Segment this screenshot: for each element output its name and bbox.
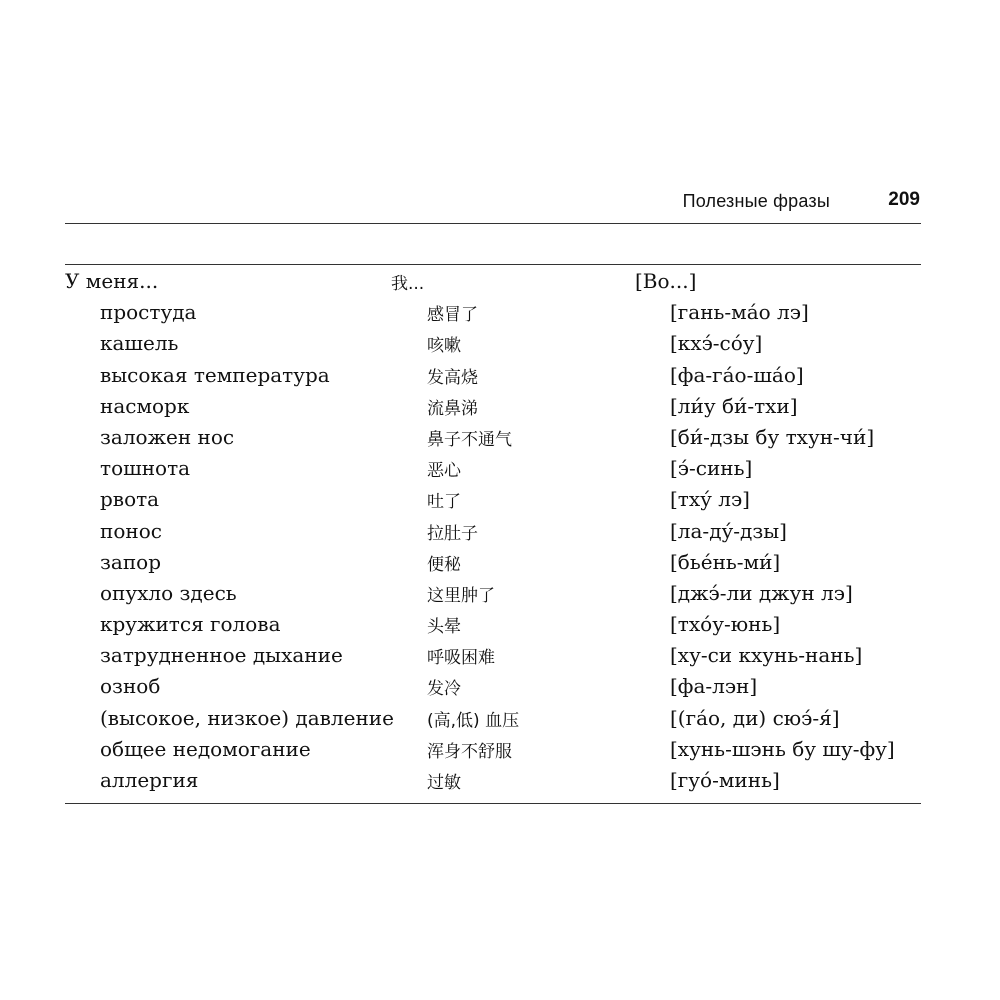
russian-phrase: заложен нос <box>100 424 235 449</box>
transcription: [бье́нь-ми́] <box>670 549 781 574</box>
transcription: [фа-лэн] <box>670 674 758 699</box>
table-row <box>65 734 921 765</box>
chinese-phrase: 发冷 <box>427 679 461 700</box>
header-russian: У меня... <box>65 269 159 293</box>
transcription: [би́-дзы бу тхун-чи́] <box>670 424 875 449</box>
transcription: [ли́у би́-тхи] <box>670 393 798 418</box>
transcription: [гуо́-минь] <box>670 768 780 792</box>
table-row <box>65 484 921 515</box>
russian-phrase: простуда <box>100 300 197 325</box>
chinese-phrase: 咳嗽 <box>427 336 461 357</box>
chinese-phrase: 恶心 <box>427 461 461 482</box>
table-header-row <box>65 266 921 297</box>
russian-phrase: тошнота <box>100 456 191 481</box>
table-row <box>65 609 921 640</box>
russian-phrase: кружится голова <box>100 612 281 637</box>
table-row <box>65 547 921 578</box>
table-row <box>65 640 921 671</box>
chinese-phrase: 浑身不舒服 <box>427 741 512 762</box>
table-body <box>65 297 921 796</box>
russian-phrase: озноб <box>100 674 161 699</box>
table-row <box>65 328 921 359</box>
chinese-phrase: (高,低) 血压 <box>427 710 520 731</box>
table-row <box>65 422 921 453</box>
russian-phrase: насморк <box>100 393 190 418</box>
chinese-phrase: 发高烧 <box>427 367 478 388</box>
transcription: [тху́ лэ] <box>670 487 750 512</box>
russian-phrase: рвота <box>100 487 160 512</box>
transcription: [тхо́у-юнь] <box>670 612 781 637</box>
chinese-phrase: 感冒了 <box>427 305 478 326</box>
chinese-phrase: 便秘 <box>427 554 461 575</box>
russian-phrase: кашель <box>100 331 179 356</box>
transcription: [(га́о, ди) сюэ́-я́] <box>670 705 840 730</box>
chinese-phrase: 过敏 <box>427 773 461 793</box>
header-transcription: [Во...] <box>635 269 697 293</box>
table-bottom-rule <box>65 803 921 804</box>
section-title: Полезные фразы <box>682 191 830 211</box>
table-top-rule <box>65 264 921 265</box>
table-row <box>65 671 921 702</box>
chinese-phrase: 流鼻涕 <box>427 398 478 419</box>
table-row <box>65 765 921 796</box>
chinese-phrase: 头晕 <box>427 617 461 638</box>
russian-phrase: высокая температура <box>100 362 330 387</box>
header-rule <box>65 223 921 224</box>
transcription: [джэ́-ли джун лэ] <box>670 580 853 605</box>
page-number: 209 <box>888 189 920 210</box>
russian-phrase: понос <box>100 518 162 543</box>
table-row <box>65 703 921 734</box>
transcription: [э́-синь] <box>670 456 753 481</box>
transcription: [хунь-шэнь бу шу-фу] <box>670 736 895 761</box>
chinese-phrase: 这里肿了 <box>427 585 495 606</box>
table-row <box>65 453 921 484</box>
transcription: [гань-ма́о лэ] <box>670 300 809 325</box>
chinese-phrase: 鼻子不通气 <box>427 429 512 450</box>
russian-phrase: затрудненное дыхание <box>100 643 343 668</box>
russian-phrase: общее недомогание <box>100 736 311 761</box>
chinese-phrase: 呼吸困难 <box>427 648 495 669</box>
header-chinese: 我... <box>391 274 425 294</box>
table-row <box>65 297 921 328</box>
table-row <box>65 516 921 547</box>
table-row <box>65 360 921 391</box>
transcription: [ла-ду́-дзы] <box>670 518 787 543</box>
transcription: [кхэ́-со́у] <box>670 331 763 356</box>
table-row <box>65 578 921 609</box>
phrase-table <box>65 266 921 796</box>
russian-phrase: (высокое, низкое) давление <box>100 705 394 730</box>
running-head <box>0 189 920 219</box>
russian-phrase: запор <box>100 549 162 574</box>
table-row <box>65 391 921 422</box>
transcription: [фа-га́о-ша́о] <box>670 362 804 387</box>
chinese-phrase: 拉肚子 <box>427 523 478 544</box>
transcription: [ху-си кхунь-нань] <box>670 643 863 668</box>
russian-phrase: аллергия <box>100 768 199 792</box>
chinese-phrase: 吐了 <box>427 492 461 513</box>
russian-phrase: опухло здесь <box>100 580 237 605</box>
